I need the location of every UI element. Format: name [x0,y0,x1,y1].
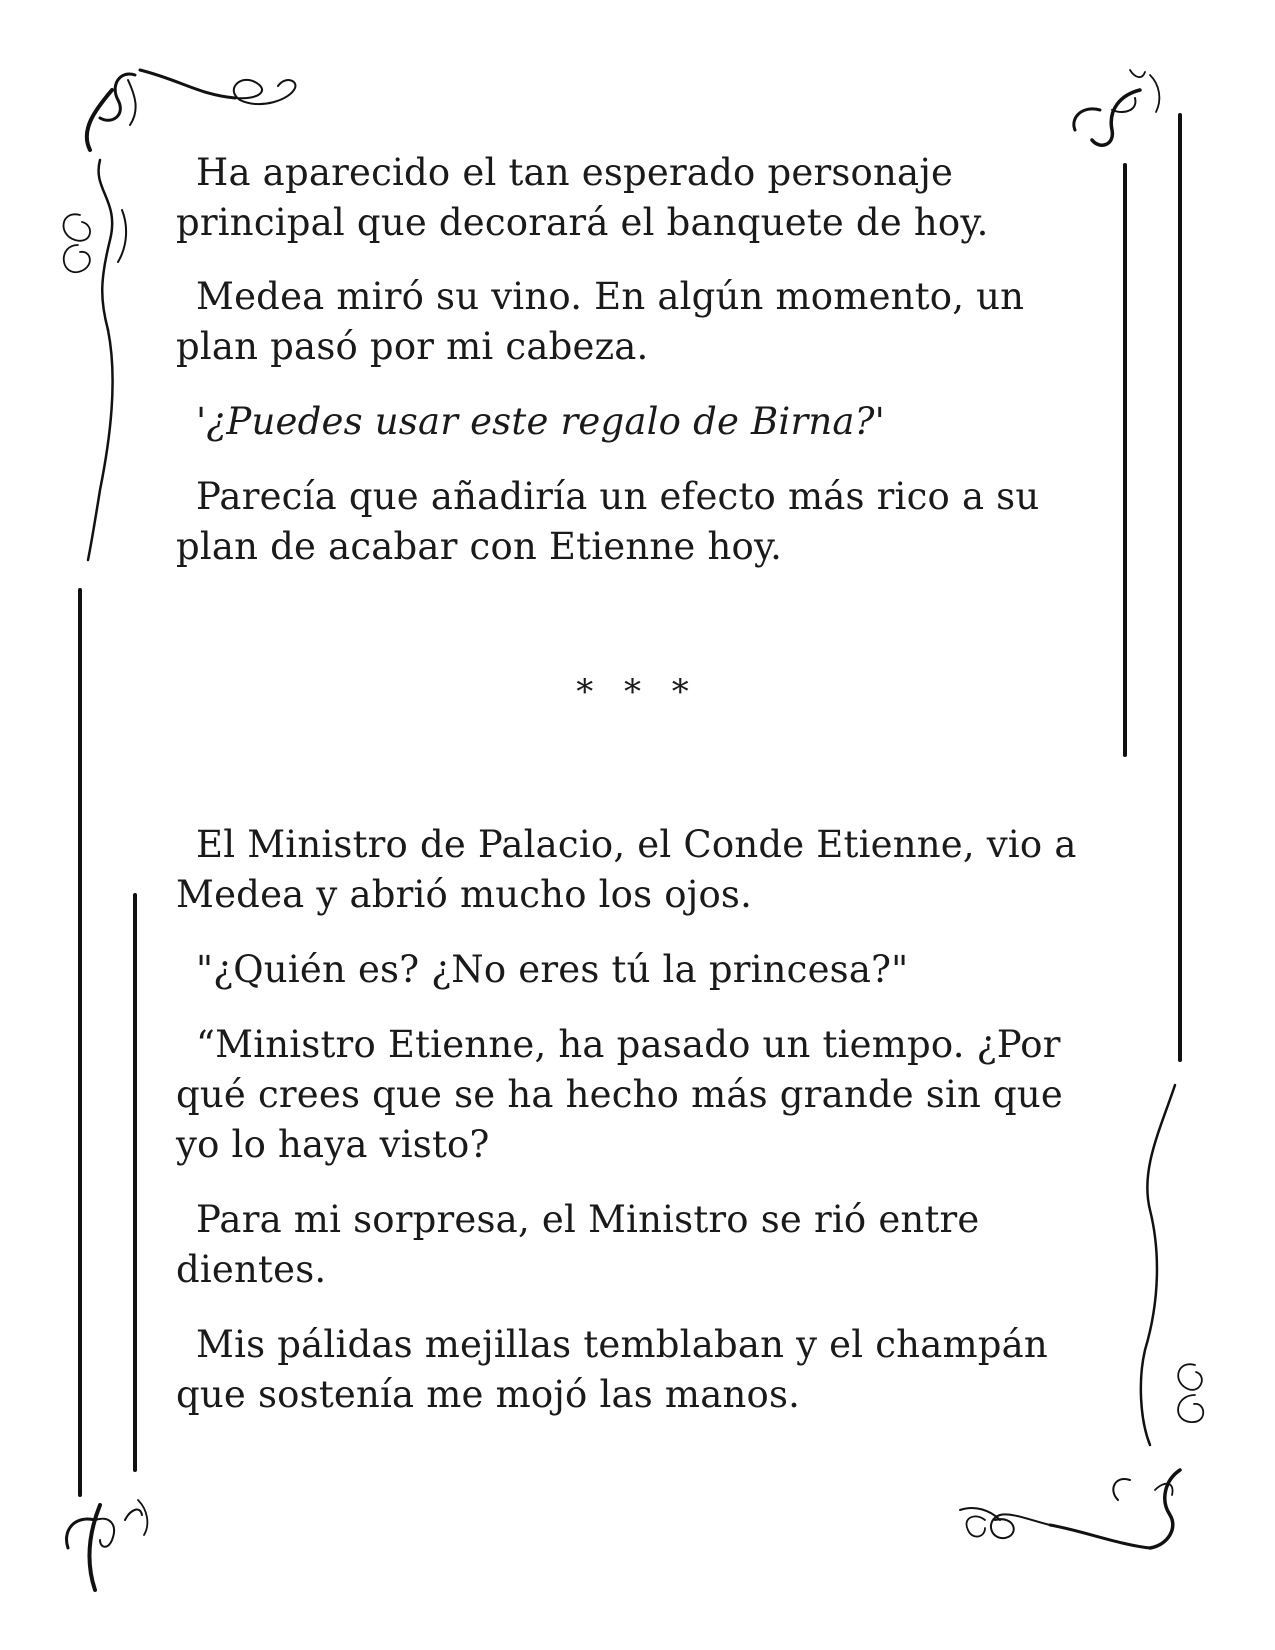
text-line: plan de acabar con Etienne hoy. [176,525,783,568]
paragraph-dialogue [176,945,908,995]
bottom-left-flourish-ornament [67,1500,148,1590]
text-line: plan pasó por mi cabeza. [176,325,649,368]
text-line: Para mi sorpresa, el Ministro se rió entre [196,1198,980,1241]
text-line: Parecía que añadiría un efecto más rico a su [196,475,1040,518]
top-right-flourish-ornament [1074,70,1160,145]
paragraph-italic-thought [176,397,885,447]
scene-separator: * * * [576,672,699,712]
paragraph [176,272,1024,372]
text-line: Medea y abrió mucho los ojos. [176,873,753,916]
paragraph-dialogue [176,1020,1063,1170]
text-line: yo lo haya visto? [176,1123,490,1166]
text-line: '¿Puedes usar este regalo de Birna?' [196,400,886,443]
paragraph [176,820,1077,920]
text-line: "¿Quién es? ¿No eres tú la princesa?" [196,948,909,991]
text-line: Medea miró su vino. En algún momento, un [196,275,1025,318]
text-line: dientes. [176,1248,327,1291]
text-line: Ha aparecido el tan esperado personaje [196,151,954,194]
text-line: Mis pálidas mejillas temblaban y el champán [196,1323,1048,1366]
text-line: El Ministro de Palacio, el Conde Etienne, vio a [196,823,1077,866]
paragraph [176,1320,1048,1420]
paragraph [176,148,989,248]
text-line: principal que decorará el banquete de hoy. [176,201,989,244]
text-line: “Ministro Etienne, ha pasado un tiempo. ¿Por [196,1023,1061,1066]
text-line: qué crees que se ha hecho más grande sin que [176,1073,1064,1116]
text-line: que sostenía me mojó las manos. [176,1373,801,1416]
paragraph [176,1195,980,1295]
paragraph [176,472,1039,572]
